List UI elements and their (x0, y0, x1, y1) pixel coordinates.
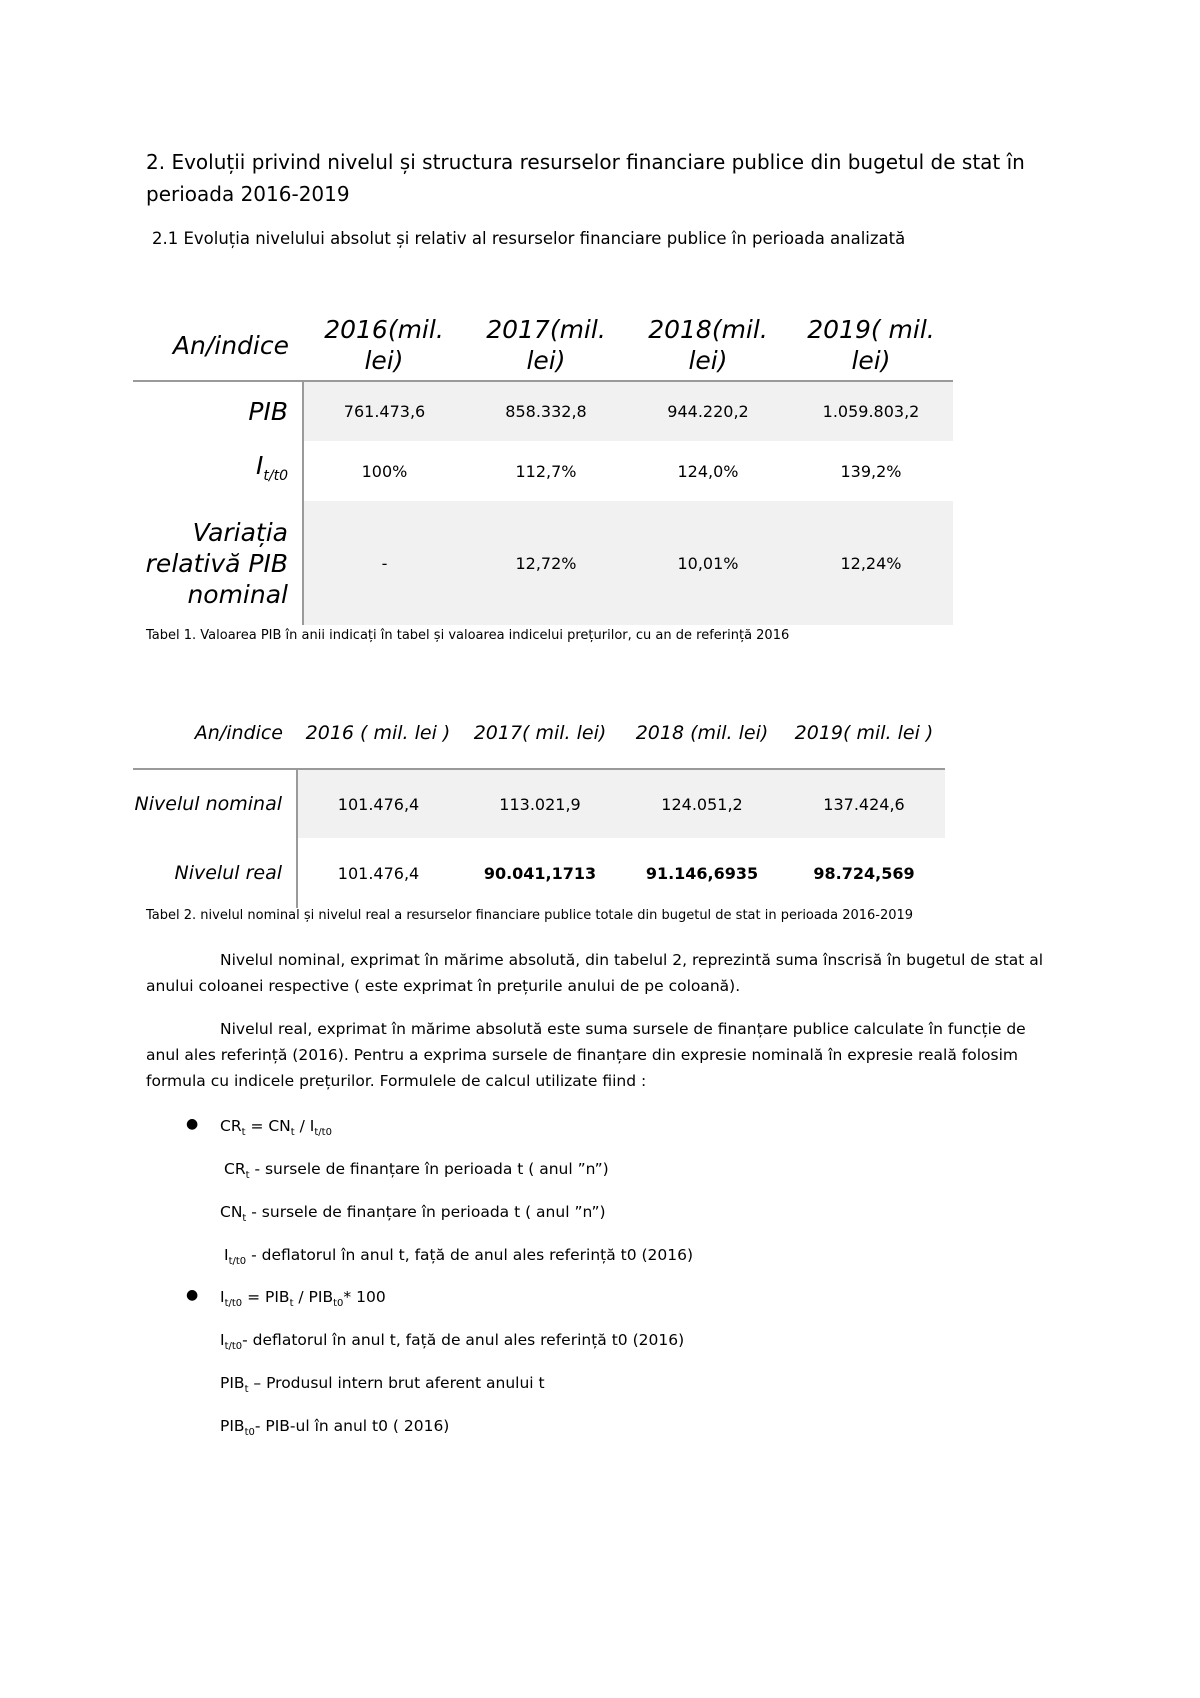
table-cell: 761.473,6 (303, 381, 465, 441)
row-header-symbol: I (256, 451, 264, 480)
column-header: 2017( mil. lei) (473, 722, 607, 744)
column-header: 2017(mil. lei) (486, 315, 606, 375)
paragraph (146, 1016, 1046, 1094)
column-header: An/indice (172, 330, 289, 360)
table-cell: 858.332,8 (465, 381, 627, 441)
table-row (133, 501, 953, 625)
bullet-icon: ● (186, 1116, 199, 1132)
column-header: 2018(mil. lei) (648, 315, 768, 375)
section-heading: 2. Evoluții privind nivelul și structura resurselor financiare publice din bugetul de stat în perioada 2016-2019 (146, 150, 1025, 206)
row-header: Variația relativă PIB nominal (133, 501, 303, 625)
table-cell: 124.051,2 (621, 769, 783, 838)
table-cell: 944.220,2 (627, 381, 789, 441)
table-row (133, 769, 945, 838)
row-header (133, 441, 303, 501)
subsection-heading: 2.1 Evoluția nivelului absolut și relativ al resurselor financiare publice în perioada analizată (152, 229, 906, 248)
table-cell: 10,01% (627, 501, 789, 625)
table-cell: 1.059.803,2 (789, 381, 953, 441)
table-cell: 112,7% (515, 461, 577, 481)
formula-line: $CR_t = CN_t / I_{t/t0}$ (220, 1117, 332, 1139)
table-cell: 113.021,9 (459, 769, 621, 838)
column-header: 2019( mil. lei) (807, 315, 935, 375)
formula-definition: $CN_t$ - sursele de finanțare în perioada t ( anul ”n”) (220, 1203, 606, 1225)
table-cell: 100% (361, 461, 408, 481)
table-row (133, 838, 945, 908)
formula-definition: $I_{t/t0}-$ deflatorul în anul t, față de anul ales referință t0 (2016) (220, 1331, 685, 1353)
row-header: PIB (133, 381, 303, 441)
column-header: 2018 (mil. lei) (635, 722, 769, 744)
bullet-icon: ● (186, 1287, 199, 1303)
formula-definition: $PIB_t$ – Produsul intern brut aferent anului t (220, 1374, 545, 1396)
paragraph-text: Nivelul nominal, exprimat în mărime absolută, din tabelul 2, reprezintă suma înscrisă în bugetul de stat al anului coloanei respective ( este exprimat în prețurile anului de pe coloană). (146, 951, 1044, 995)
formula-definition: $PIB_{t0}-$ PIB-ul în anul t0 ( 2016) (220, 1417, 450, 1439)
table-cell: 91.146,6935 (645, 863, 759, 883)
table-cell: 137.424,6 (783, 769, 945, 838)
table-caption: Tabel 2. nivelul nominal și nivelul real a resurselor financiare publice totale din bugetul de stat in perioada 2016-2019 (146, 908, 914, 923)
table-caption: Tabel 1. Valoarea PIB în anii indicați în tabel și valoarea indicelui prețurilor, cu an de referință 2016 (146, 628, 790, 643)
table-cell: 12,72% (465, 501, 627, 625)
table-header-row (133, 698, 945, 769)
column-header: 2019( mil. lei ) (794, 722, 934, 744)
row-header: Nivelul nominal (133, 769, 297, 838)
table-cell: 139,2% (840, 461, 902, 481)
formula-line: $I_{t/t0} = PIB_t / PIB_{t0}*$ 100 (220, 1288, 386, 1310)
table-cell: 101.476,4 (337, 863, 420, 883)
table-cell: 12,24% (789, 501, 953, 625)
row-header: Nivelul real (133, 838, 297, 908)
table-cell: - (303, 501, 465, 625)
table-pib (133, 310, 953, 625)
table-cell: 101.476,4 (297, 769, 459, 838)
column-header: 2016(mil. lei) (324, 315, 444, 375)
table-cell: 124,0% (677, 461, 739, 481)
table-resources (133, 698, 945, 908)
column-header: An/indice (194, 722, 283, 744)
paragraph (146, 947, 1046, 999)
column-header: 2016 ( mil. lei ) (305, 722, 451, 744)
row-header-subscript: t/t0 (263, 468, 288, 484)
table-row (133, 441, 953, 501)
table-header-row (133, 310, 953, 381)
formula-definition: $I_{t/t0}$ - deflatorul în anul t, față de anul ales referință t0 (2016) (224, 1246, 694, 1268)
paragraph-text: Nivelul real, exprimat în mărime absolută este suma sursele de finanțare publice calculate în funcție de anul ales referință (2016). Pentru a exprima sursele de finanțare din expresie nominală în expresie reală folosim formula cu indicele prețurilor. Formulele de calcul utilizate fiind : (146, 1020, 1026, 1090)
table-row (133, 381, 953, 441)
table-cell: 98.724,569 (813, 863, 915, 883)
table-cell: 90.041,1713 (483, 863, 597, 883)
formula-definition: $CR_t$ - sursele de finanțare în perioada t ( anul ”n”) (224, 1160, 609, 1182)
